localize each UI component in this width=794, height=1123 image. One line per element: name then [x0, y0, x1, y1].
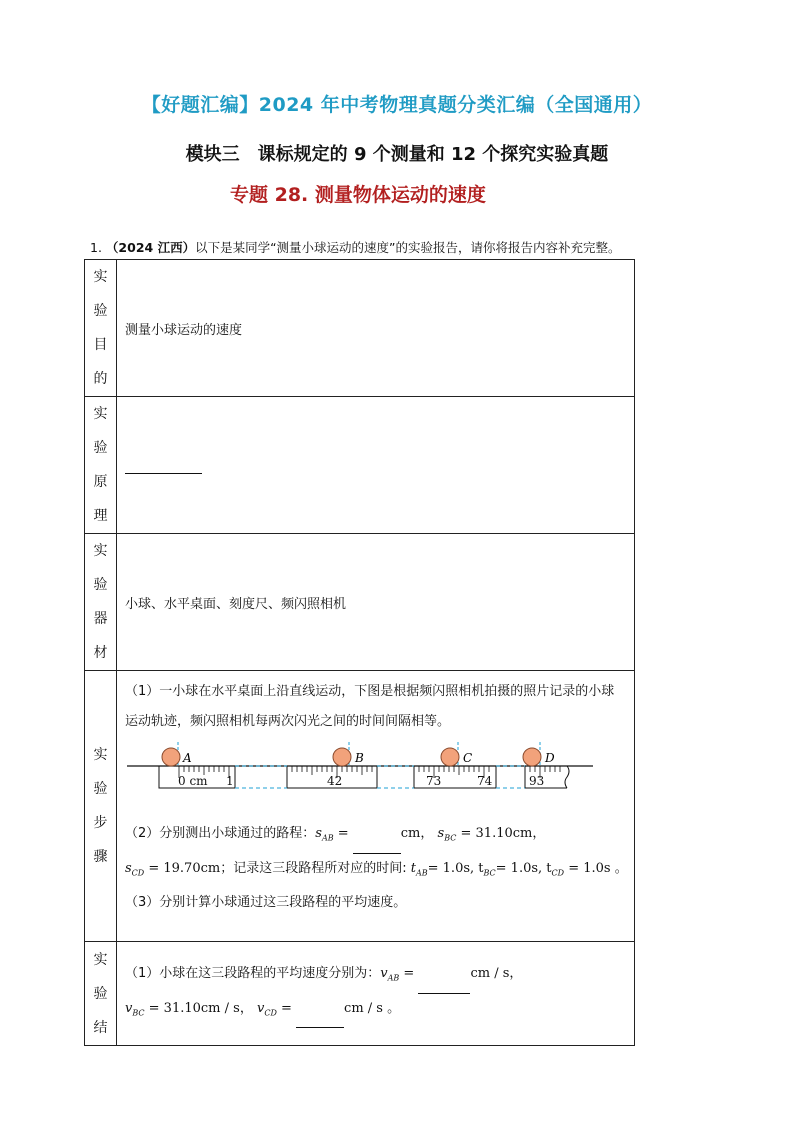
principle-content — [117, 397, 635, 534]
label-equipment: 实 验 器 材 — [85, 534, 117, 671]
question-number: 1. — [90, 240, 102, 255]
question-source: （2024 江西） — [105, 240, 196, 255]
step-3: （3）分别计算小球通过这三段路程的平均速度。 — [125, 895, 407, 911]
scale-label-1: 1 — [226, 774, 234, 788]
lab-report-table — [84, 259, 635, 1046]
steps-content — [117, 671, 635, 942]
conclusion-content — [117, 942, 635, 1046]
scale-label-42: 42 — [327, 774, 343, 788]
document-title: 【好题汇编】2024 年中考物理真题分类汇编（全国通用） — [141, 94, 653, 116]
scale-label-0: 0 cm — [178, 774, 208, 788]
scale-label-73: 73 — [426, 774, 442, 788]
question-text: 以下是某同学“测量小球运动的速度”的实验报告，请你将报告内容补充完整。 — [195, 240, 621, 255]
label-steps: 实 验 步 骤 — [85, 671, 117, 942]
point-d-label: D — [545, 751, 555, 765]
label-conclusion: 实 验 结 — [85, 942, 117, 1046]
row-conclusion — [85, 942, 635, 1046]
ball-trajectory-figure — [127, 737, 607, 813]
scale-label-74: 74 — [477, 774, 493, 788]
point-c-label: C — [463, 751, 473, 765]
equipment-content: 小球、水平桌面、刻度尺、频闪照相机 — [117, 534, 635, 671]
module-title: 模块三 课标规定的 9 个测量和 12 个探究实验真题 — [185, 144, 609, 165]
step-1: （1）一小球在水平桌面上沿直线运动，下图是根据频闪照相机拍摄的照片记录的小球运动轨迹，频闪照相机每两次闪光之间的时间间隔相等。 — [125, 684, 615, 729]
conclusion-line-1: （1）小球在这三段路程的平均速度分别为：$v_{AB}$ = cm / s， — [125, 959, 634, 994]
conclusion-line-2: $v_{BC} = 31.10cm / s$， $v_{CD}$ = cm / s 。 — [125, 994, 634, 1029]
step-2: （2）分别测出小球通过的路程：$s_{AB}$ = cm， $s_{BC} = 31.10cm$， — [125, 819, 634, 854]
label-principle: 实 验 原 理 — [85, 397, 117, 534]
step-2-times: $s_{CD} = 19.70cm$；记录这三段路程所对应的时间: $t_{AB}= 1.0s$, $t_{BC}= 1.0s$, $t_{CD} = 1.0s$ 。 — [125, 860, 628, 878]
vab-answer-blank[interactable] — [418, 979, 470, 994]
vcd-answer-blank[interactable] — [296, 1013, 344, 1028]
row-steps — [85, 671, 635, 942]
sab-answer-blank[interactable] — [353, 839, 401, 854]
label-purpose: 实 验 目 的 — [85, 260, 117, 397]
point-b-label: B — [355, 751, 364, 765]
question-stem — [90, 238, 621, 256]
row-equipment — [85, 534, 635, 671]
purpose-content: 测量小球运动的速度 — [117, 260, 635, 397]
principle-answer-blank[interactable] — [125, 457, 202, 474]
topic-title: 专题 28. 测量物体运动的速度 — [230, 184, 486, 206]
row-principle — [85, 397, 635, 534]
point-a-label: A — [183, 751, 192, 765]
row-purpose — [85, 260, 635, 397]
scale-label-93: 93 — [529, 774, 545, 788]
